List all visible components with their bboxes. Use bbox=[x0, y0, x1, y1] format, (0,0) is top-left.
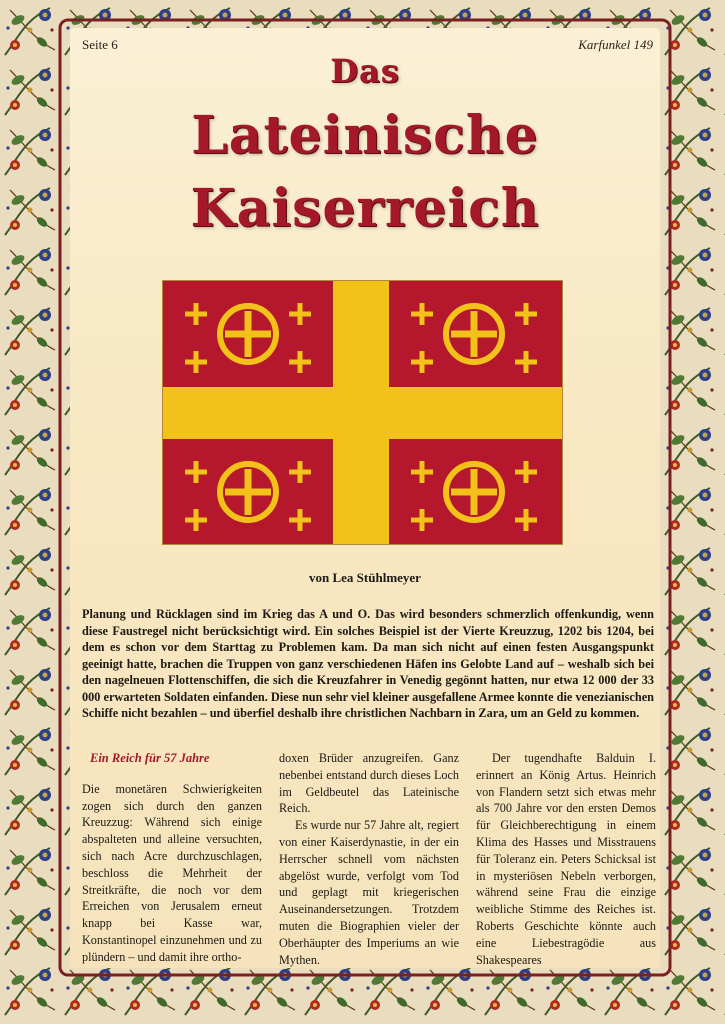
page-number: Seite 6 bbox=[82, 37, 118, 52]
section-subheading: Ein Reich für 57 Jahre bbox=[90, 751, 210, 765]
article-column-1 bbox=[82, 750, 262, 966]
article-column-3 bbox=[476, 750, 656, 968]
column-3-text: Der tugendhafte Balduin I. erinnert an König Artus. Heinrich von Flandern setzt sich etwas mehr als 700 Jahre vor den ersten Demos für Gleichberechtigung in einem Klima des Hasses und Misstrauens für Toleranz ein. Peters Schicksal ist in mysteriösen Nebeln verborgen, während seine Frau die einzige weibliche Stimme des Reiches ist. Roberts Geschichte könnte auch eine Liebestragödie aus Shakespeares bbox=[476, 751, 656, 967]
latin-empire-flag bbox=[163, 281, 562, 544]
column-2-text-b: Es wurde nur 57 Jahre alt, regiert von einer Kaiserdynastie, in der ein Herrscher schnell vom nächsten abgelöst wurde, verfolgt vom Tod und geplagt mit kriegerischen Auseinandersetzungen. Trotzdem muten die Biographien vieler der Oberhäupter des Imperiums an wie Mythen. bbox=[279, 818, 459, 967]
lead-paragraph: Planung und Rücklagen sind im Krieg das A und O. Das wird besonders schmerzlich offenkundig, wenn diese Faustregel nicht berücksichtigt wird. Ein solches Beispiel ist der Vierte Kreuzzug, 1202 bis 1204, bei dem es schon vor dem Starttag zu Problemen kam. Da man sich nicht auf einen festen Ausgangspunkt geeinigt hatte, brachen die Truppen von ganz verschiedenen Häfen ins Gelobte Land auf – weshalb sich bei den nagelneuen Flottenschiffen, die sich die Kreuzfahrer in Venedig gegönnt hatten, nur etwa 12 000 der 33 000 erwarteten Soldaten einfanden. Diese nun sehr viel kleiner ausgefallene Armee konnte die venezianischen Schiffe nicht bezahlen – und überfiel deshalb ihre christlichen Nachbarn in Zara, um an Geld zu kommen. bbox=[82, 607, 655, 720]
article-column-2 bbox=[279, 750, 459, 968]
title-line-2: Lateinische bbox=[191, 105, 539, 166]
title-line-3: Kaiserreich bbox=[190, 178, 540, 239]
author-byline: von Lea Stühlmeyer bbox=[309, 570, 421, 585]
magazine-issue: Karfunkel 149 bbox=[578, 37, 653, 52]
column-2-text-a: doxen Brüder anzugreifen. Ganz nebenbei entstand durch dieses Loch im Geldbeutel das Lateinische Reich. bbox=[279, 751, 459, 816]
column-1-text: Die monetären Schwierigkeiten zogen sich durch den ganzen Kreuzzug: Während sich einige abspalteten und alleine versuchten, sich nach Acre durchzuschlagen, beschloss die Mehrheit der Streitkräfte, die noch vor dem Erreichen von Jerusalem erneut knapp bei Kasse war, Konstantinopel einzunehmen und zu plündern – und damit ihre ortho- bbox=[82, 781, 262, 964]
title-line-1: Das bbox=[330, 52, 400, 90]
